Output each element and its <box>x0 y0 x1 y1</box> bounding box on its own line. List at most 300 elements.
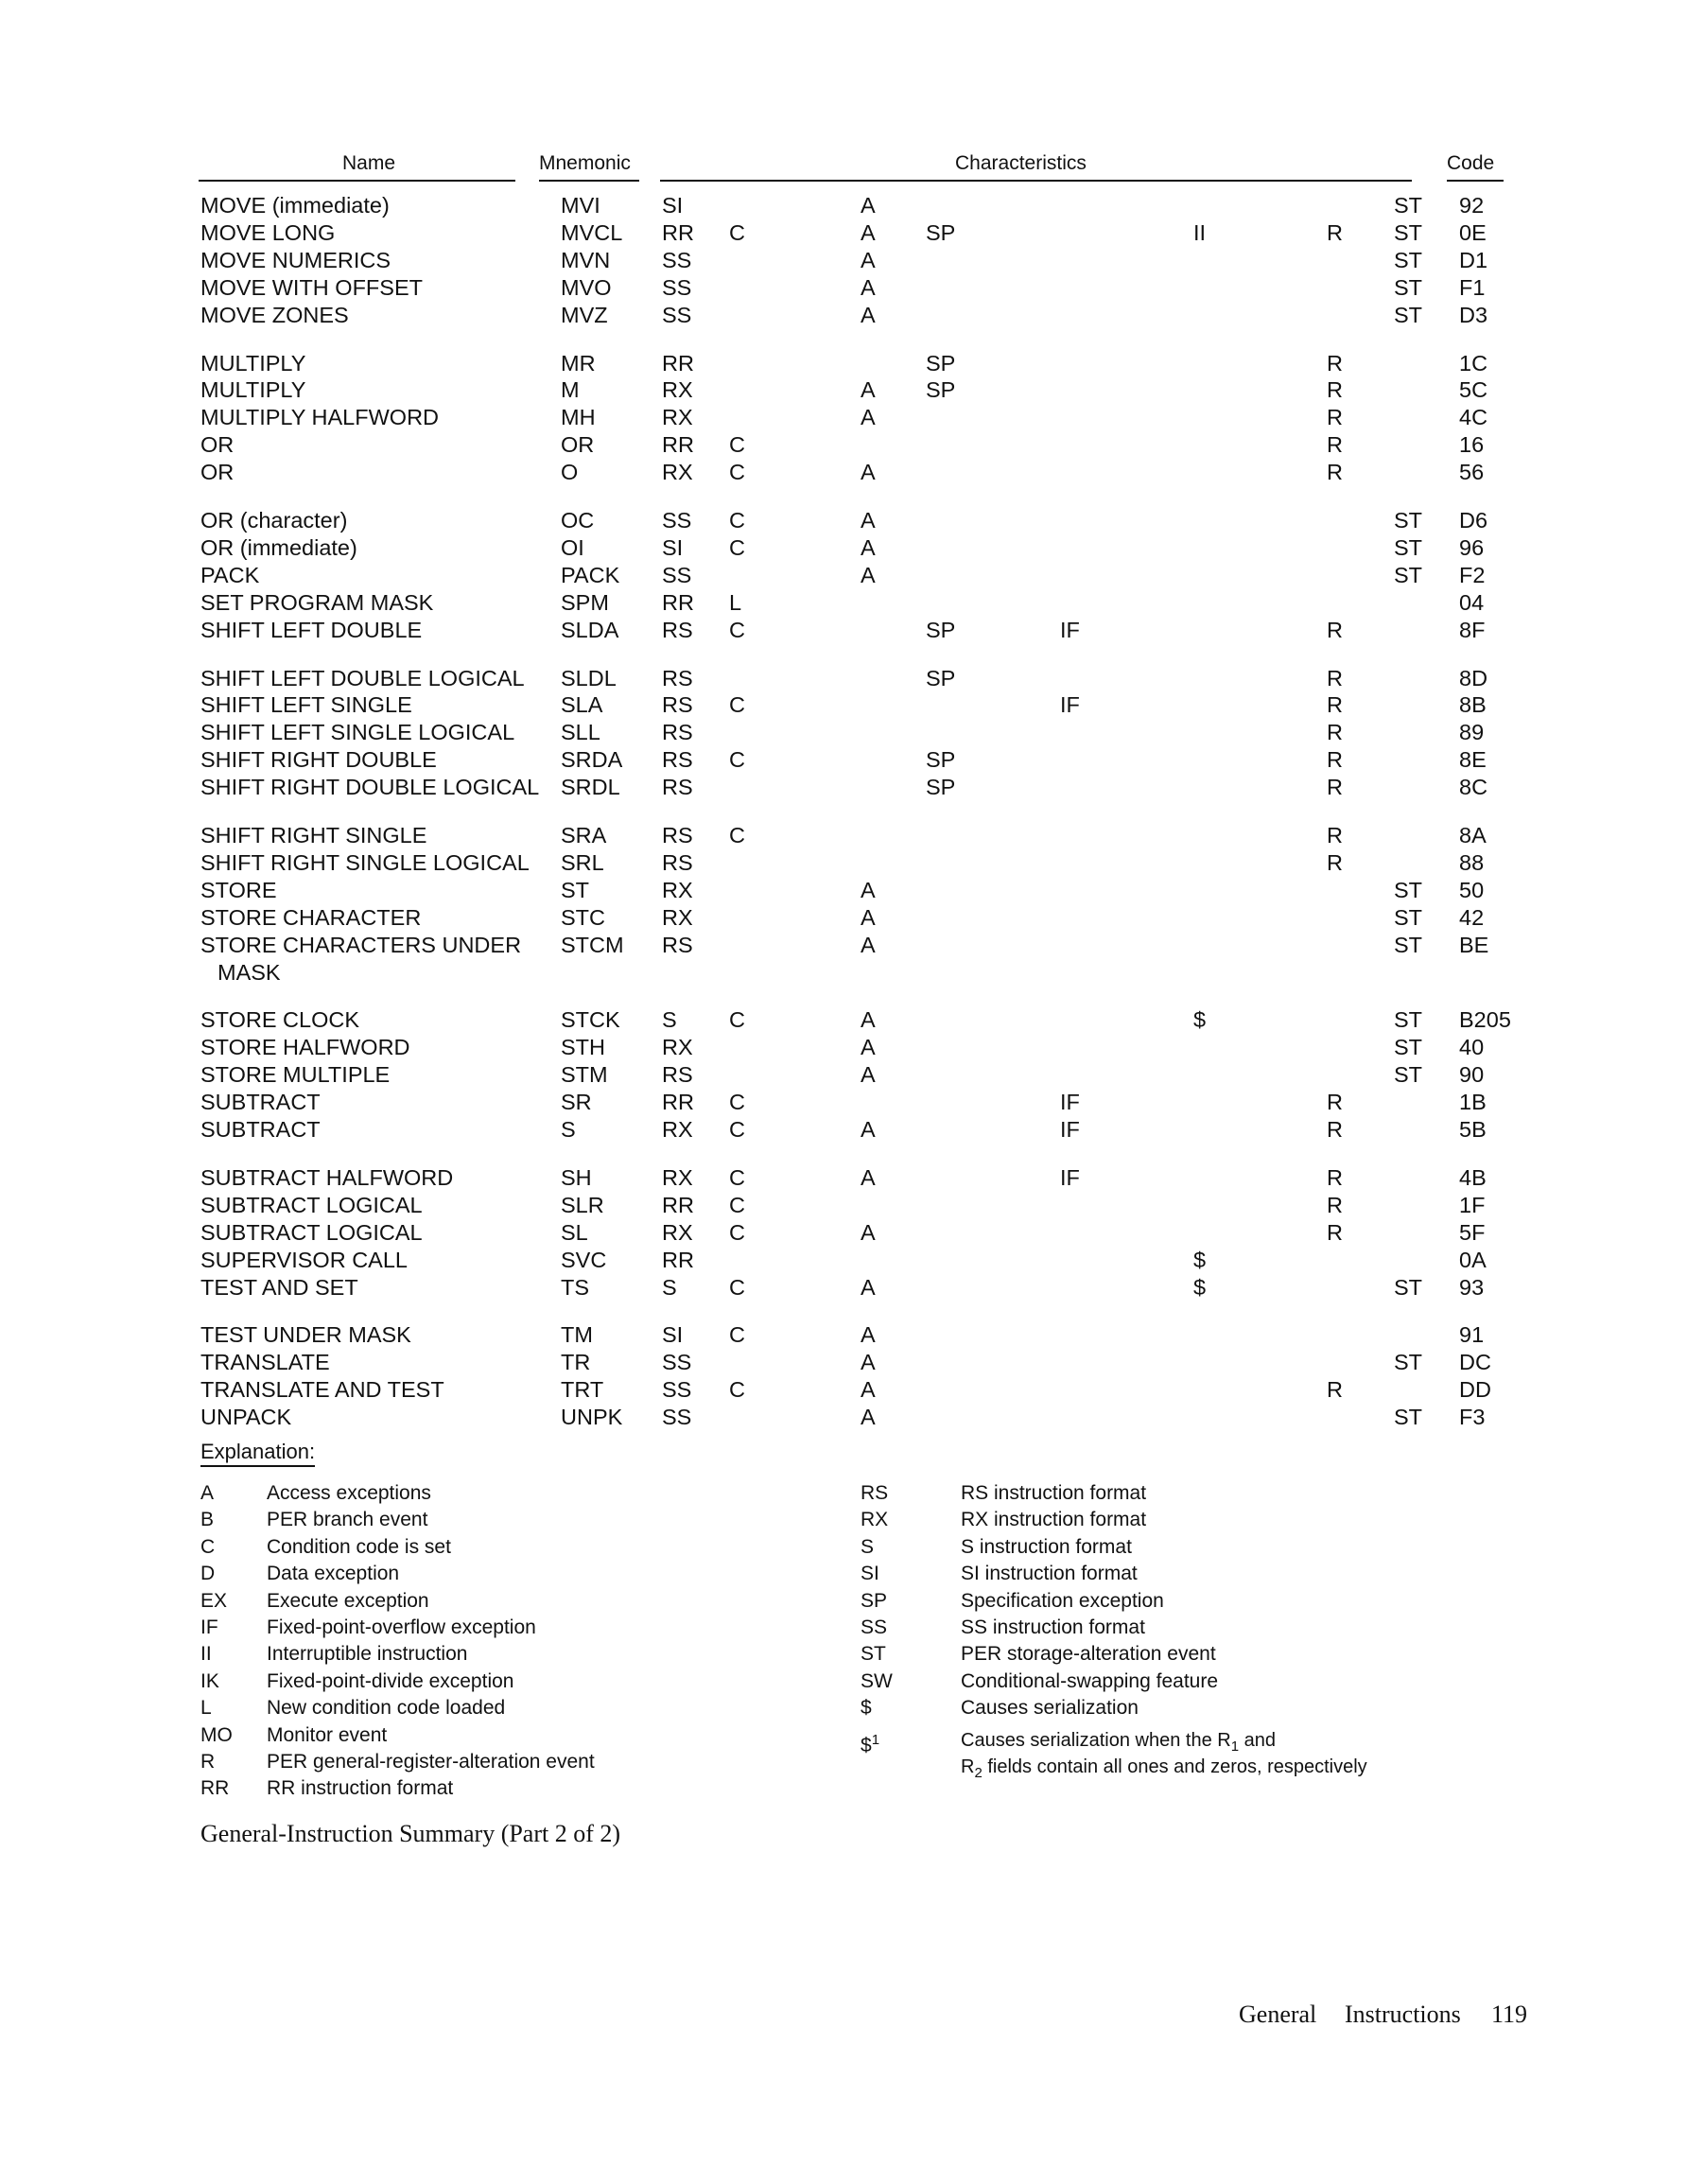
cell-storage-alter: ST <box>1394 508 1423 533</box>
legend-item <box>0 1506 1687 1533</box>
cell-code: 0A <box>1459 1247 1487 1272</box>
cell-mnemonic: M <box>561 377 580 403</box>
legend-description: Specification exception <box>961 1589 1164 1612</box>
cell-mnemonic: SLA <box>561 692 603 718</box>
header-rule-characteristics <box>660 180 1412 182</box>
cell-mnemonic: ST <box>561 877 590 902</box>
cell-cc: C <box>729 1274 745 1300</box>
table-row <box>0 1192 1687 1219</box>
cell-access: A <box>861 219 876 245</box>
cell-mnemonic: STC <box>561 904 605 930</box>
cell-cc: L <box>729 589 742 615</box>
cell-mnemonic: STM <box>561 1062 608 1088</box>
explanation-desc-dollar1: Causes serialization when the $R_1$ and <box>961 1730 1276 1755</box>
cell-name: SUBTRACT LOGICAL <box>200 1192 423 1217</box>
cell-code: B205 <box>1459 1007 1511 1033</box>
cell-cc: C <box>729 1377 745 1403</box>
table-row <box>0 1219 1687 1247</box>
legend-description: Fixed-point-overflow exception <box>267 1616 536 1638</box>
cell-format: SS <box>662 1377 692 1403</box>
legend-description: PER storage-alteration event <box>961 1643 1216 1666</box>
cell-code: 1C <box>1459 350 1488 376</box>
table-row <box>0 1376 1687 1404</box>
cell-format: SS <box>662 562 692 587</box>
legend-item <box>0 1694 1687 1721</box>
cell-access: A <box>861 562 876 587</box>
cell-cc: C <box>729 460 745 485</box>
legend-key: R <box>200 1751 216 1773</box>
legend-description: Data exception <box>267 1563 400 1585</box>
cell-name: SHIFT LEFT SINGLE <box>200 692 412 718</box>
header-mnemonic: Mnemonic <box>539 152 631 174</box>
cell-spec: SP <box>926 377 956 403</box>
cell-spec: SP <box>926 775 956 800</box>
cell-overflow: IF <box>1060 1117 1080 1142</box>
cell-format: RS <box>662 775 693 800</box>
cell-code: 1F <box>1459 1192 1486 1217</box>
cell-format: RS <box>662 665 693 690</box>
cell-format: RX <box>662 1035 693 1060</box>
cell-name: SHIFT RIGHT SINGLE <box>200 823 427 847</box>
table-row <box>0 1006 1687 1034</box>
cell-cc: C <box>729 534 745 560</box>
legend-description: SI instruction format <box>961 1563 1138 1585</box>
table-row <box>0 507 1687 534</box>
legend-item <box>0 1774 1687 1802</box>
cell-name: SUBTRACT HALFWORD <box>200 1164 454 1190</box>
cell-mnemonic: TM <box>561 1322 593 1348</box>
cell-code: 96 <box>1459 534 1485 560</box>
cell-format: SS <box>662 1405 692 1430</box>
cell-mnemonic: SH <box>561 1164 592 1190</box>
cell-format: RS <box>662 849 693 875</box>
cell-gr-alter: R <box>1327 849 1343 875</box>
figure-caption: General-Instruction Summary (Part 2 of 2) <box>200 1820 621 1847</box>
cell-access: A <box>861 1164 876 1190</box>
cell-mnemonic: SLR <box>561 1192 604 1217</box>
cell-format: SS <box>662 247 692 272</box>
cell-mnemonic: S <box>561 1117 576 1142</box>
cell-cc: C <box>729 1007 745 1033</box>
cell-cc: C <box>729 1322 745 1348</box>
cell-mnemonic: SRDL <box>561 775 620 800</box>
cell-cc: C <box>729 1090 745 1115</box>
legend-key: RS <box>861 1482 889 1504</box>
footer-page-number: 119 <box>1491 2001 1528 2028</box>
cell-spec: SP <box>926 665 956 690</box>
cell-spec: SP <box>926 617 956 642</box>
cell-cc: C <box>729 692 745 718</box>
table-row <box>0 774 1687 801</box>
footer-section: General <box>1239 2001 1317 2028</box>
cell-access: A <box>861 534 876 560</box>
cell-access: A <box>861 932 876 957</box>
table-row <box>0 459 1687 486</box>
table-row <box>0 904 1687 932</box>
cell-code: 50 <box>1459 877 1485 902</box>
cell-format: RS <box>662 823 693 847</box>
cell-code: BE <box>1459 932 1489 957</box>
cell-gr-alter: R <box>1327 1377 1343 1403</box>
cell-name: SHIFT LEFT DOUBLE LOGICAL <box>200 665 525 690</box>
cell-gr-alter: R <box>1327 665 1343 690</box>
cell-mnemonic: MVZ <box>561 302 608 327</box>
cell-code: 8D <box>1459 665 1488 690</box>
cell-name: UNPACK <box>200 1405 292 1430</box>
legend-item <box>0 1748 1687 1775</box>
cell-code: 91 <box>1459 1322 1485 1348</box>
legend-key: EX <box>200 1589 228 1612</box>
table-row <box>0 219 1687 247</box>
legend-description: Monitor event <box>267 1723 388 1746</box>
cell-serial: $ <box>1193 1247 1207 1272</box>
cell-format: RR <box>662 350 694 376</box>
cell-cc: C <box>729 219 745 245</box>
cell-format: RR <box>662 1090 694 1115</box>
cell-name: MOVE NUMERICS <box>200 247 391 272</box>
legend-key: L <box>200 1697 212 1720</box>
cell-access: A <box>861 302 876 327</box>
cell-gr-alter: R <box>1327 460 1343 485</box>
cell-cc: C <box>729 1164 745 1190</box>
cell-gr-alter: R <box>1327 775 1343 800</box>
legend-description: Causes serialization <box>961 1697 1139 1720</box>
cell-name: SHIFT RIGHT DOUBLE <box>200 747 437 773</box>
header-rule-name <box>199 180 515 182</box>
header-code: Code <box>1447 152 1495 174</box>
cell-storage-alter: ST <box>1394 1405 1423 1430</box>
table-row <box>0 562 1687 589</box>
cell-code: 8F <box>1459 617 1486 642</box>
legend-key: RR <box>200 1777 230 1800</box>
cell-storage-alter: ST <box>1394 219 1423 245</box>
legend-description: Execute exception <box>267 1589 429 1612</box>
cell-code: D3 <box>1459 302 1488 327</box>
legend-key: SI <box>861 1563 879 1585</box>
table-row <box>0 589 1687 617</box>
cell-storage-alter: ST <box>1394 274 1423 300</box>
cell-gr-alter: R <box>1327 617 1343 642</box>
cell-storage-alter: ST <box>1394 247 1423 272</box>
table-row <box>0 617 1687 644</box>
cell-code: 8E <box>1459 747 1487 773</box>
cell-format: RX <box>662 377 693 403</box>
cell-access: A <box>861 1219 876 1245</box>
cell-name: TEST AND SET <box>200 1274 358 1300</box>
cell-access: A <box>861 508 876 533</box>
legend-item <box>0 1614 1687 1641</box>
cell-storage-alter: ST <box>1394 302 1423 327</box>
legend-key: RX <box>861 1509 889 1531</box>
cell-mnemonic: SRA <box>561 823 607 847</box>
legend-key: B <box>200 1509 215 1531</box>
cell-gr-alter: R <box>1327 405 1343 430</box>
cell-cc: C <box>729 823 745 847</box>
cell-storage-alter: ST <box>1394 1350 1423 1375</box>
cell-name: SUBTRACT LOGICAL <box>200 1219 423 1245</box>
cell-cc: C <box>729 1219 745 1245</box>
cell-code: 4B <box>1459 1164 1487 1190</box>
cell-code: 89 <box>1459 720 1485 745</box>
header-characteristics: Characteristics <box>955 152 1087 174</box>
cell-mnemonic: SLL <box>561 720 600 745</box>
cell-mnemonic: UNPK <box>561 1405 623 1430</box>
cell-format: RR <box>662 219 694 245</box>
cell-format: RX <box>662 877 693 902</box>
cell-format: S <box>662 1007 677 1033</box>
cell-code: 1B <box>1459 1090 1487 1115</box>
cell-spec: SP <box>926 350 956 376</box>
cell-mnemonic: O <box>561 460 579 485</box>
cell-format: RR <box>662 1247 694 1272</box>
legend-key: II <box>200 1643 212 1666</box>
cell-format: SS <box>662 508 692 533</box>
table-row <box>0 1349 1687 1376</box>
cell-mnemonic: TR <box>561 1350 591 1375</box>
cell-code: 5F <box>1459 1219 1486 1245</box>
table-row <box>0 376 1687 404</box>
cell-cc: C <box>729 432 745 458</box>
cell-format: RR <box>662 589 694 615</box>
cell-name: SUBTRACT <box>200 1090 321 1115</box>
cell-name: SET PROGRAM MASK <box>200 589 434 615</box>
cell-mnemonic: MVCL <box>561 219 623 245</box>
cell-name: STORE <box>200 877 277 902</box>
cell-mnemonic: SL <box>561 1219 588 1245</box>
legend-description: Fixed-point-divide exception <box>267 1669 514 1692</box>
cell-code: F1 <box>1459 274 1486 300</box>
cell-code: 93 <box>1459 1274 1485 1300</box>
cell-format: SI <box>662 534 684 560</box>
cell-cc: C <box>729 1192 745 1217</box>
cell-mnemonic: TRT <box>561 1377 604 1403</box>
cell-code: F3 <box>1459 1405 1486 1430</box>
cell-name: MULTIPLY <box>200 350 306 376</box>
cell-format: SS <box>662 274 692 300</box>
cell-serial: II <box>1193 219 1207 245</box>
cell-gr-alter: R <box>1327 1090 1343 1115</box>
table-row <box>0 534 1687 562</box>
cell-access: A <box>861 1062 876 1088</box>
table-row <box>0 665 1687 692</box>
cell-format: RX <box>662 1219 693 1245</box>
cell-mnemonic: STH <box>561 1035 605 1060</box>
legend-key: $ <box>861 1697 872 1720</box>
cell-cc: C <box>729 747 745 773</box>
cell-format: RX <box>662 1117 693 1142</box>
legend-key: IK <box>200 1669 219 1692</box>
legend-description: Interruptible instruction <box>267 1643 468 1666</box>
table-row <box>0 274 1687 302</box>
legend-description: SS instruction format <box>961 1616 1145 1638</box>
cell-format: RS <box>662 720 693 745</box>
cell-overflow: IF <box>1060 1164 1080 1190</box>
cell-format: RS <box>662 692 693 718</box>
cell-access: A <box>861 1035 876 1060</box>
table-row <box>0 691 1687 719</box>
cell-code: 5B <box>1459 1117 1487 1142</box>
explanation-desc-dollar1-cont: $R_2$ fields contain all ones and zeros, respectively <box>961 1756 1367 1781</box>
table-row <box>0 1116 1687 1144</box>
legend-key: ST <box>861 1643 886 1666</box>
cell-mnemonic: SRDA <box>561 747 623 773</box>
legend-description: PER general-register-alteration event <box>267 1751 595 1773</box>
cell-code: D6 <box>1459 508 1488 533</box>
cell-code: 8B <box>1459 692 1487 718</box>
cell-access: A <box>861 405 876 430</box>
cell-gr-alter: R <box>1327 1164 1343 1190</box>
cell-cc: C <box>729 508 745 533</box>
legend-key: A <box>200 1482 215 1504</box>
cell-code: 4C <box>1459 405 1488 430</box>
cell-code: D1 <box>1459 247 1488 272</box>
cell-mnemonic: MVO <box>561 274 612 300</box>
cell-format: RR <box>662 432 694 458</box>
cell-access: A <box>861 377 876 403</box>
footer-title: Instructions <box>1345 2001 1461 2028</box>
cell-name: STORE CHARACTER <box>200 904 422 930</box>
cell-name: OR <box>200 432 235 458</box>
cell-name: MOVE LONG <box>200 219 336 245</box>
cell-code: 16 <box>1459 432 1485 458</box>
cell-storage-alter: ST <box>1394 1007 1423 1033</box>
table-row <box>0 247 1687 274</box>
cell-name: SHIFT RIGHT SINGLE LOGICAL <box>200 849 530 875</box>
cell-storage-alter: ST <box>1394 562 1423 587</box>
cell-storage-alter: ST <box>1394 1035 1423 1060</box>
cell-name: TEST UNDER MASK <box>200 1322 411 1348</box>
legend-description: RS instruction format <box>961 1482 1147 1504</box>
table-row <box>0 192 1687 219</box>
cell-code: 42 <box>1459 904 1485 930</box>
cell-name: MOVE (immediate) <box>200 193 390 218</box>
cell-format: SS <box>662 1350 692 1375</box>
cell-name: OR (immediate) <box>200 534 357 560</box>
cell-spec: SP <box>926 219 956 245</box>
cell-gr-alter: R <box>1327 1117 1343 1142</box>
legend-description: RX instruction format <box>961 1509 1147 1531</box>
cell-format: RS <box>662 747 693 773</box>
cell-name: PACK <box>200 562 260 587</box>
legend-key: S <box>861 1535 875 1558</box>
cell-code: 8C <box>1459 775 1488 800</box>
legend-item <box>0 1640 1687 1668</box>
cell-access: A <box>861 1377 876 1403</box>
cell-mnemonic: TS <box>561 1274 590 1300</box>
cell-access: A <box>861 1350 876 1375</box>
cell-mnemonic: OR <box>561 432 595 458</box>
cell-gr-alter: R <box>1327 432 1343 458</box>
cell-gr-alter: R <box>1327 350 1343 376</box>
cell-name: MASK <box>217 959 281 985</box>
cell-format: RS <box>662 932 693 957</box>
legend-description: New condition code loaded <box>267 1697 506 1720</box>
cell-format: RR <box>662 1192 694 1217</box>
cell-name: SHIFT LEFT SINGLE LOGICAL <box>200 720 515 745</box>
cell-overflow: IF <box>1060 692 1080 718</box>
cell-mnemonic: SPM <box>561 589 609 615</box>
table-row <box>0 1321 1687 1349</box>
cell-name: TRANSLATE <box>200 1350 330 1375</box>
legend-item <box>0 1668 1687 1695</box>
table-row <box>0 1164 1687 1192</box>
cell-access: A <box>861 247 876 272</box>
cell-access: A <box>861 1117 876 1142</box>
cell-mnemonic: SR <box>561 1090 592 1115</box>
cell-mnemonic: SLDA <box>561 617 619 642</box>
cell-storage-alter: ST <box>1394 534 1423 560</box>
cell-name: TRANSLATE AND TEST <box>200 1377 444 1403</box>
cell-code: 88 <box>1459 849 1485 875</box>
cell-name: SHIFT RIGHT DOUBLE LOGICAL <box>200 775 540 800</box>
legend-key: SS <box>861 1616 888 1638</box>
cell-code: 92 <box>1459 193 1485 218</box>
legend-description: Conditional-swapping feature <box>961 1669 1219 1692</box>
cell-gr-alter: R <box>1327 1192 1343 1217</box>
cell-mnemonic: MVN <box>561 247 611 272</box>
cell-code: 56 <box>1459 460 1485 485</box>
cell-serial: $ <box>1193 1007 1207 1033</box>
cell-mnemonic: MVI <box>561 193 600 218</box>
cell-access: A <box>861 1322 876 1348</box>
cell-gr-alter: R <box>1327 747 1343 773</box>
cell-code: DC <box>1459 1350 1491 1375</box>
cell-name: OR <box>200 460 235 485</box>
cell-mnemonic: STCM <box>561 932 624 957</box>
table-row <box>0 1404 1687 1431</box>
explanation-key-dollar1: \$$^1$ <box>861 1732 880 1756</box>
header-rule-code <box>1447 180 1504 182</box>
legend-item <box>0 1721 1687 1749</box>
cell-storage-alter: ST <box>1394 877 1423 902</box>
cell-access: A <box>861 1405 876 1430</box>
cell-access: A <box>861 1007 876 1033</box>
legend-description: PER branch event <box>267 1509 428 1531</box>
cell-mnemonic: SLDL <box>561 665 617 690</box>
cell-cc: C <box>729 1117 745 1142</box>
cell-code: 04 <box>1459 589 1485 615</box>
table-row <box>0 350 1687 377</box>
legend-description: Access exceptions <box>267 1482 431 1504</box>
legend-item <box>0 1533 1687 1561</box>
cell-overflow: IF <box>1060 1090 1080 1115</box>
cell-access: A <box>861 877 876 902</box>
cell-code: 90 <box>1459 1062 1485 1088</box>
cell-code: 40 <box>1459 1035 1485 1060</box>
cell-storage-alter: ST <box>1394 904 1423 930</box>
table-row <box>0 1274 1687 1302</box>
cell-storage-alter: ST <box>1394 1274 1423 1300</box>
table-row <box>0 877 1687 904</box>
cell-mnemonic: OI <box>561 534 584 560</box>
legend-item <box>0 1479 1687 1507</box>
cell-format: RS <box>662 617 693 642</box>
legend-key: MO <box>200 1723 233 1746</box>
cell-access: A <box>861 193 876 218</box>
cell-mnemonic: SRL <box>561 849 604 875</box>
cell-name: STORE CLOCK <box>200 1007 360 1033</box>
cell-storage-alter: ST <box>1394 932 1423 957</box>
cell-code: 5C <box>1459 377 1488 403</box>
cell-name: STORE MULTIPLE <box>200 1062 391 1088</box>
table-row <box>0 822 1687 849</box>
table-row <box>0 1061 1687 1089</box>
cell-gr-alter: R <box>1327 720 1343 745</box>
legend-description: S instruction format <box>961 1535 1132 1558</box>
table-row <box>0 719 1687 746</box>
cell-access: A <box>861 1274 876 1300</box>
cell-gr-alter: R <box>1327 219 1343 245</box>
